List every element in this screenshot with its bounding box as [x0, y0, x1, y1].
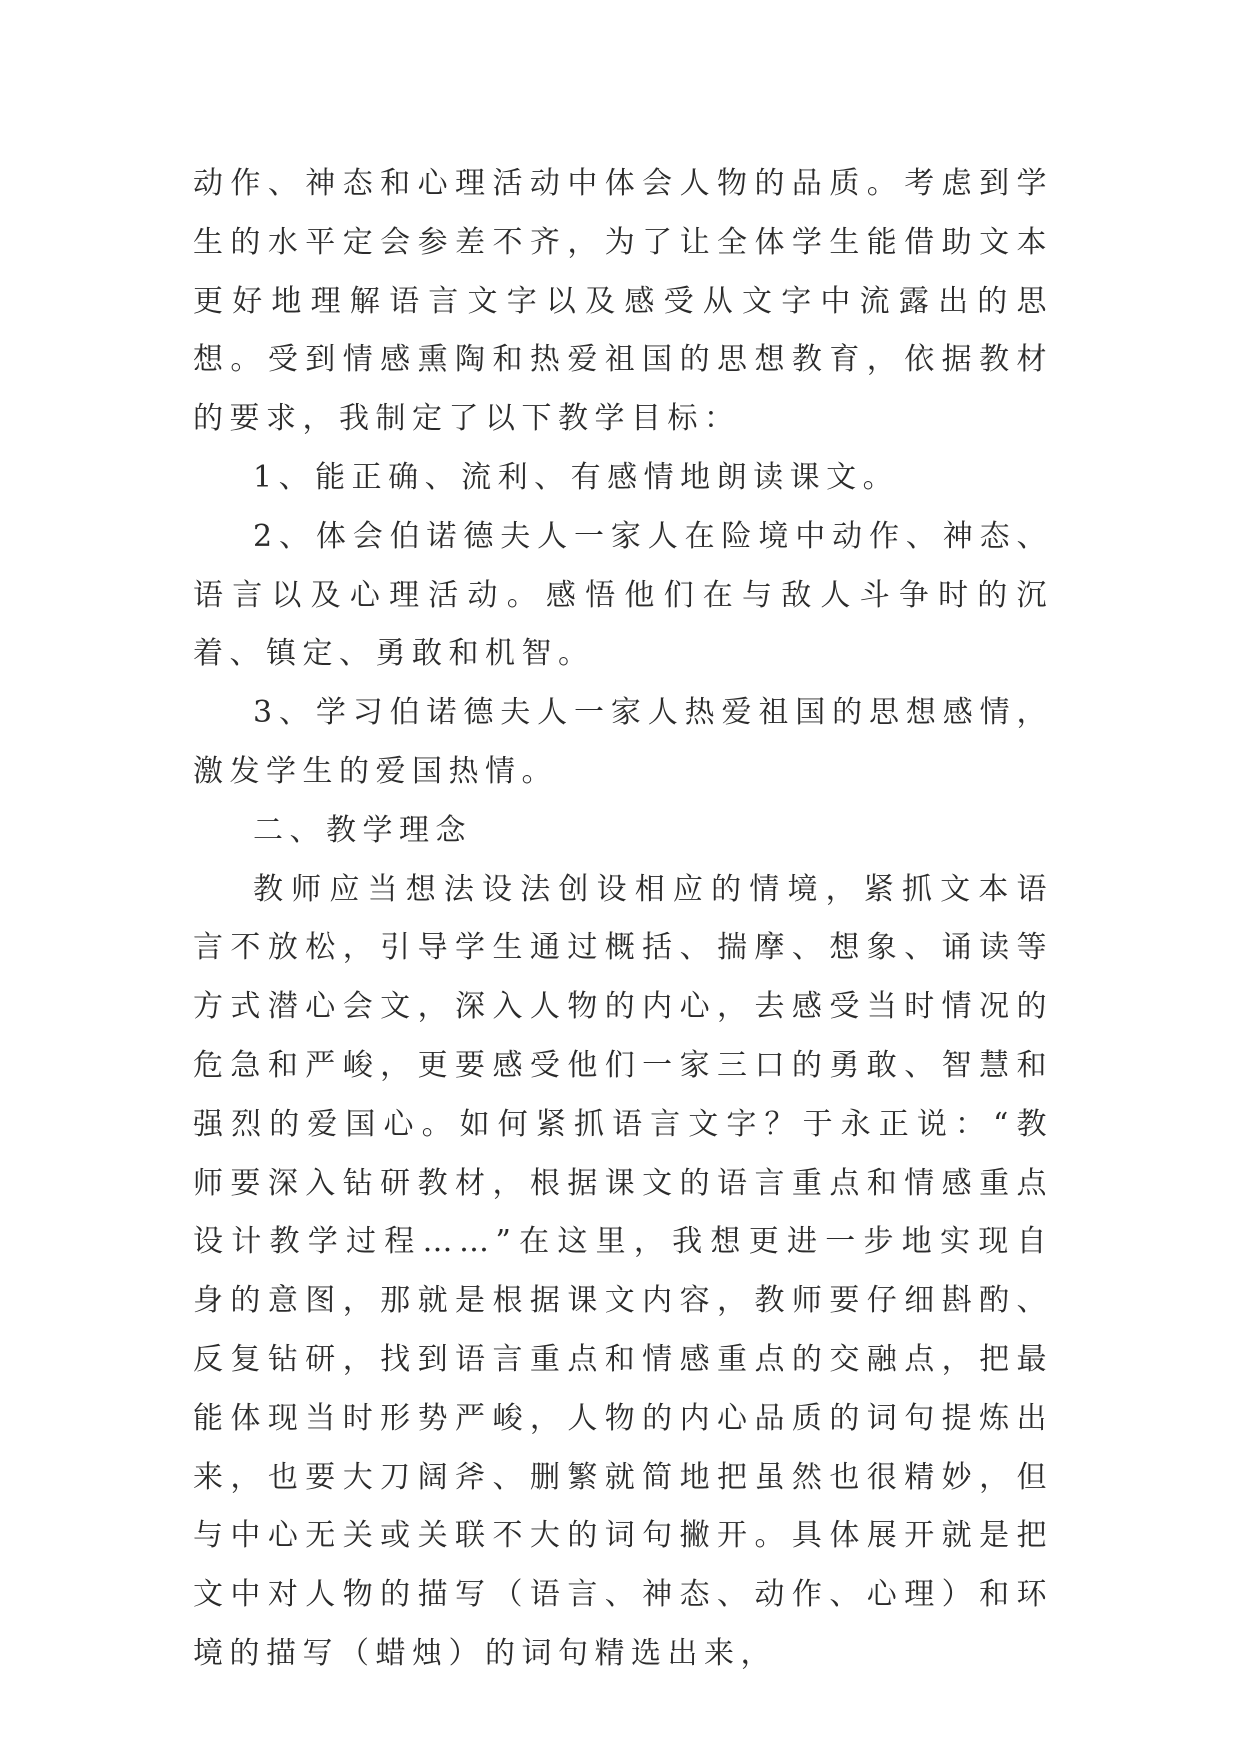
teaching-goal-2: 2、体会伯诺德夫人一家人在险境中动作、神态、语言以及心理活动。感悟他们在与敌人斗争时的沉着、镇定、勇敢和机智。 [193, 518, 1053, 672]
section-heading-teaching-concept: 二、教学理念 [253, 812, 472, 848]
paragraph-continuation: 动作、神态和心理活动中体会人物的品质。考虑到学生的水平定会参差不齐，为了让全体学生能借助文本更好地理解语言文字以及感受从文字中流露出的思想。受到情感熏陶和热爱祖国的思想教育，依据教材的要求，我制定了以下教学目标： [193, 166, 1053, 437]
teaching-goal-3: 3、学习伯诺德夫人一家人热爱祖国的思想感情，激发学生的爱国热情。 [193, 695, 1053, 789]
teaching-goal-1: 1、能正确、流利、有感情地朗读课文。 [253, 459, 900, 495]
paragraph-teaching-concept: 教师应当想法设法创设相应的情境，紧抓文本语言不放松，引导学生通过概括、揣摩、想象、诵读等方式潜心会文，深入人物的内心，去感受当时情况的危急和严峻，更要感受他们一家三口的勇敢、智慧和强烈的爱国心。如何紧抓语言文字？于永正说：“教师要深入钻研教材，根据课文的语言重点和情感重点设计教学过程……”在这里，我想更进一步地实现自身的意图，那就是根据课文内容，教师要仔细斟酌、反复钻研，找到语言重点和情感重点的交融点，把最能体现当时形势严峻，人物的内心品质的词句提炼出来，也要大刀阔斧、删繁就简地把虽然也很精妙，但与中心无关或关联不大的词句撇开。具体展开就是把文中对人物的描写（语言、神态、动作、心理）和环境的描写（蜡烛）的词句精选出来， [193, 871, 1053, 1671]
document-body [193, 155, 1053, 1684]
